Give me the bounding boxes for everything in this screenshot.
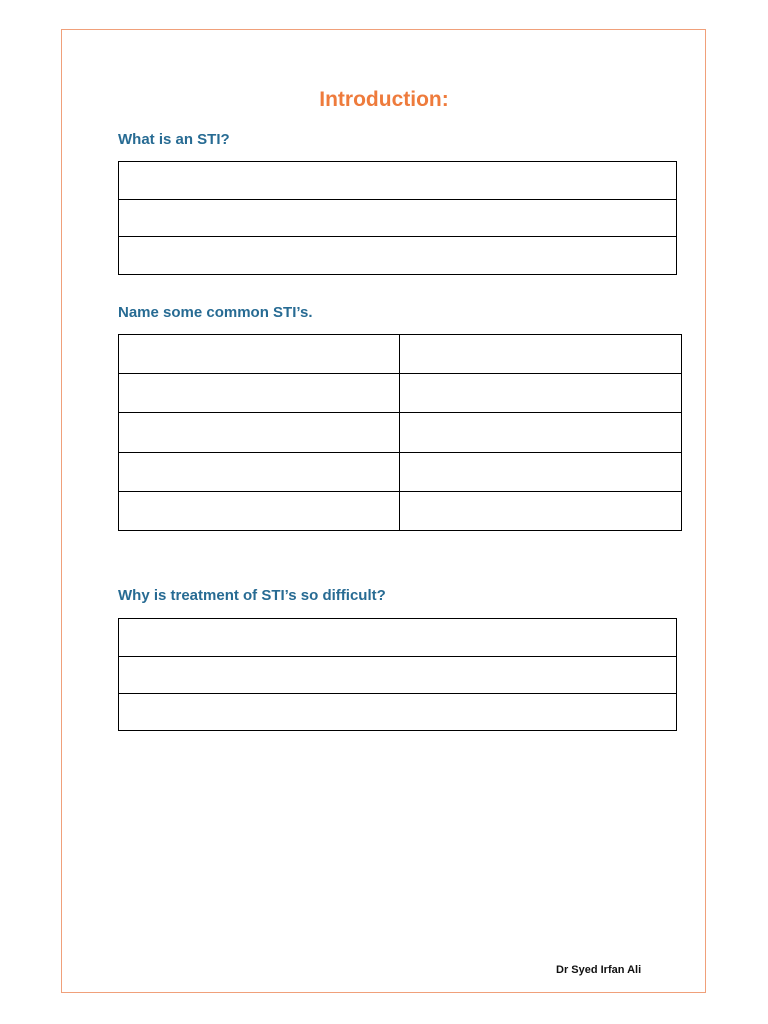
grid-cell[interactable] [400,492,681,531]
answer-box-what-is-sti [118,161,677,275]
answer-box-treatment-difficult [118,618,677,731]
grid-cell[interactable] [400,413,681,452]
grid-cell[interactable] [119,453,400,492]
grid-cell[interactable] [119,492,400,531]
question-treatment-difficult: Why is treatment of STI’s so difficult? [118,587,386,604]
question-common-stis: Name some common STI’s. [118,304,313,321]
answer-line[interactable] [119,162,676,200]
answer-grid-common-stis [118,334,682,531]
answer-line[interactable] [119,657,676,695]
author-footer: Dr Syed Irfan Ali [556,964,642,976]
answer-line[interactable] [119,619,676,657]
answer-line[interactable] [119,200,676,238]
grid-cell[interactable] [400,335,681,374]
grid-cell[interactable] [119,374,400,413]
grid-cell[interactable] [400,453,681,492]
question-what-is-sti: What is an STI? [118,131,230,148]
page-title: Introduction: [319,88,449,111]
grid-cell[interactable] [119,335,400,374]
grid-cell[interactable] [400,374,681,413]
answer-line[interactable] [119,237,676,275]
grid-cell[interactable] [119,413,400,452]
answer-line[interactable] [119,694,676,732]
